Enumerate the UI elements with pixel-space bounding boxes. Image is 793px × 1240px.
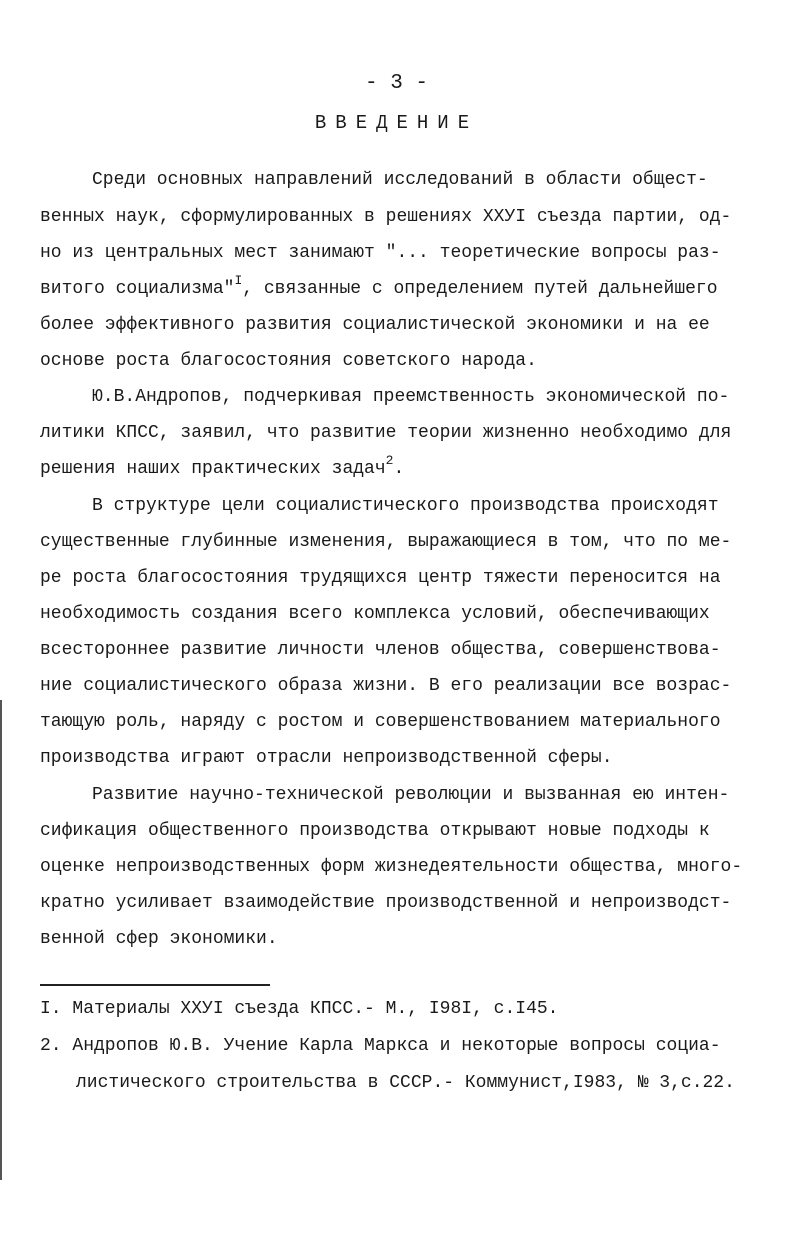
p1-line-5: более эффективного развития социалистической экономики и на ее xyxy=(40,315,710,335)
p2-line-3 xyxy=(40,453,405,481)
p4-line-2: сификация общественного производства открывают новые подходы к xyxy=(40,821,710,841)
section-title: ВВЕДЕНИЕ xyxy=(314,112,479,134)
p4-line-3: оценке непроизводственных форм жизнедеятельности общества, много- xyxy=(40,857,743,877)
p3-line-6: ние социалистического образа жизни. В его реализации все возрас- xyxy=(40,676,732,696)
footnote-2-line-1: 2. Андропов Ю.В. Учение Карла Маркса и некоторые вопросы социа- xyxy=(40,1036,721,1056)
p2-line-3-text: решения наших практических задач xyxy=(40,459,386,479)
p4-line-1: Развитие научно-технической революции и вызванная ею интен- xyxy=(92,785,730,805)
p4-line-4: кратно усиливает взаимодействие производственной и непроизводст- xyxy=(40,893,732,913)
p4-line-5: венной сфер экономики. xyxy=(40,929,278,949)
p3-line-5: всестороннее развитие личности членов общества, совершенствова- xyxy=(40,640,721,660)
p1-line-4 xyxy=(40,273,718,301)
p3-line-8: производства играют отрасли непроизводственной сферы. xyxy=(40,748,613,768)
p3-line-3: ре роста благосостояния трудящихся центр тяжести переносится на xyxy=(40,568,721,588)
p3-line-7: тающую роль, наряду с ростом и совершенствованием материального xyxy=(40,712,721,732)
p1-line-4-rest: , связанные с определением путей дальнейшего xyxy=(242,279,718,299)
p2-line-2: литики КПСС, заявил, что развитие теории жизненно необходимо для xyxy=(40,423,732,443)
p1-line-6: основе роста благосостояния советского народа. xyxy=(40,351,537,371)
p3-line-4: необходимость создания всего комплекса условий, обеспечивающих xyxy=(40,604,710,624)
p2-line-3-end: . xyxy=(393,459,405,479)
p1-line-1: Среди основных направлений исследований в области общест- xyxy=(92,170,708,190)
footnote-ref-2: 2 xyxy=(385,453,394,468)
p3-line-1: В структуре цели социалистического производства происходят xyxy=(92,496,719,516)
page-margin-mark xyxy=(0,700,2,1180)
footnote-divider xyxy=(40,984,270,986)
p3-line-2: существенные глубинные изменения, выражающиеся в том, что по ме- xyxy=(40,532,732,552)
footnote-ref-1: I xyxy=(234,273,243,288)
p1-line-2: венных наук, сформулированных в решениях ХХУI съезда партии, од- xyxy=(40,207,732,227)
p1-line-3: но из центральных мест занимают "... теоретические вопросы раз- xyxy=(40,243,721,263)
p1-line-4-text: витого социализма" xyxy=(40,279,235,299)
p2-line-1: Ю.В.Андропов, подчеркивая преемственность экономической по- xyxy=(92,387,730,407)
page-number: - 3 - xyxy=(364,72,428,95)
footnote-1: I. Материалы ХХУI съезда КПСС.- М., I98I, с.I45. xyxy=(40,999,559,1019)
footnote-2-line-2: листического строительства в СССР.- Коммунист,I983, № 3,с.22. xyxy=(76,1073,735,1093)
